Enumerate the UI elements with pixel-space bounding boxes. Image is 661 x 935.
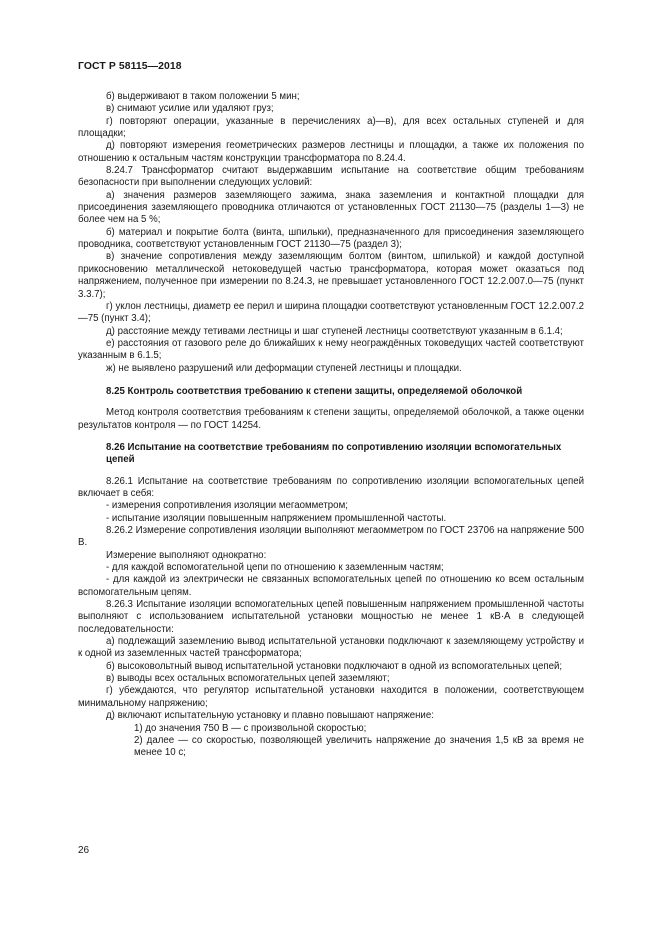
paragraph: в) снимают усилие или удаляют груз;: [106, 103, 274, 115]
paragraph: Метод контроля соответствия требованиям к степени защиты, определяемой оболочкой, а также оценки результатов контроля — по ГОСТ 14254.: [78, 407, 584, 431]
paragraph: а) значения размеров заземляющего зажима, знака заземления и контактной площадки для присоединения заземляющего проводника отличаются от установленных ГОСТ 21130—75 (разделы 1—3) не более чем на 5 %;: [78, 189, 584, 226]
paragraph: г) убеждаются, что регулятор испытательной установки находится в положении, соответствующем минимальному напряжению;: [78, 685, 584, 709]
paragraph: д) повторяют измерения геометрических размеров лестницы и площадки, а также их положения по отношению к остальным частям конструкции трансформатора по 8.24.4.: [78, 140, 584, 164]
list-item: - испытание изоляции повышенным напряжением промышленной частоты.: [106, 512, 447, 524]
paragraph: б) выдерживают в таком положении 5 мин;: [106, 91, 300, 102]
document-body: [78, 91, 584, 760]
paragraph: д) расстояние между тетивами лестницы и шаг ступеней лестницы соответствуют указанным в 6.1.4;: [106, 325, 563, 337]
paragraph: Измерение выполняют однократно:: [106, 549, 267, 561]
paragraph: 8.26.2 Измерение сопротивления изоляции выполняют мегаомметром по ГОСТ 23706 на напряжение 500 В.: [78, 525, 584, 549]
paragraph: г) уклон лестницы, диаметр ее перил и ширина площадки соответствуют установленным ГОСТ 12.2.007.2—75 (пункт 3.4);: [78, 300, 584, 325]
paragraph: 8.26.3 Испытание изоляции вспомогательных цепей повышенным напряжением промышленной частоты выполняют с использованием испытательной установки мощностью не менее 1 кВ·А в следующей последовательности:: [78, 599, 584, 635]
paragraph: д) включают испытательную установку и плавно повышают напряжение:: [106, 710, 434, 722]
page-number: 26: [78, 845, 90, 856]
paragraph: е) расстояния от газового реле до ближайших к нему неограждённых токоведущих частей соответствуют указанным в 6.1.5;: [78, 337, 584, 362]
list-item: - измерения сопротивления изоляции мегаомметром;: [106, 500, 348, 512]
numbered-item: 2) далее — со скоростью, позволяющей увеличить напряжение до значения 1,5 кВ за время не менее 10 с;: [134, 734, 584, 759]
paragraph: 8.26.1 Испытание на соответствие требованиям по сопротивлению изоляции вспомогательных цепей включает в себя:: [78, 475, 584, 499]
list-item: - для каждой вспомогательной цепи по отношению к заземленным частям;: [106, 562, 444, 574]
section-heading-8-25: 8.25 Контроль соответствия требованию к степени защиты, определяемой оболочкой: [106, 385, 523, 397]
numbered-item: 1) до значения 750 В — с произвольной скоростью;: [134, 722, 367, 734]
paragraph: 8.24.7 Трансформатор считают выдержавшим испытание на соответствие общим требованиям безопасности при выполнении следующих условий:: [78, 165, 584, 189]
list-item: - для каждой из электрически не связанных вспомогательных цепей по отношению ко всем остальным вспомогательным цепям.: [78, 574, 584, 598]
document-header: ГОСТ Р 58115—2018: [78, 61, 182, 72]
section-heading-8-26: 8.26 Испытание на соответствие требованиям по сопротивлению изоляции вспомогательных цепей: [106, 441, 562, 466]
paragraph: а) подлежащий заземлению вывод испытательной установки подключают к заземляющему устройству и к одной из заземленных частей трансформатора;: [78, 636, 584, 660]
paragraph: в) значение сопротивления между заземляющим болтом (винтом, шпилькой) и каждой доступной прикосновению металлической нетоковедущей частью трансформатора, которая может оказаться под напряжением, полученное при измерении по 8.24.3, не превышает установленного ГОСТ 12.2.007.0—75 (пункт 3.3.7);: [78, 251, 584, 300]
paragraph: в) выводы всех остальных вспомогательных цепей заземляют;: [106, 673, 390, 685]
paragraph: б) материал и покрытие болта (винта, шпильки), предназначенного для присоединения заземляющего проводника, соответствуют установленным ГОСТ 21130—75 (раздел 3);: [78, 226, 584, 251]
paragraph: ж) не выявлено разрушений или деформации ступеней лестницы и площадки.: [106, 362, 462, 374]
paragraph: б) высоковольтный вывод испытательной установки подключают в одной из вспомогательных цепей;: [106, 660, 563, 672]
paragraph: г) повторяют операции, указанные в перечислениях а)—в), для всех остальных ступеней и для площадки;: [78, 115, 584, 140]
